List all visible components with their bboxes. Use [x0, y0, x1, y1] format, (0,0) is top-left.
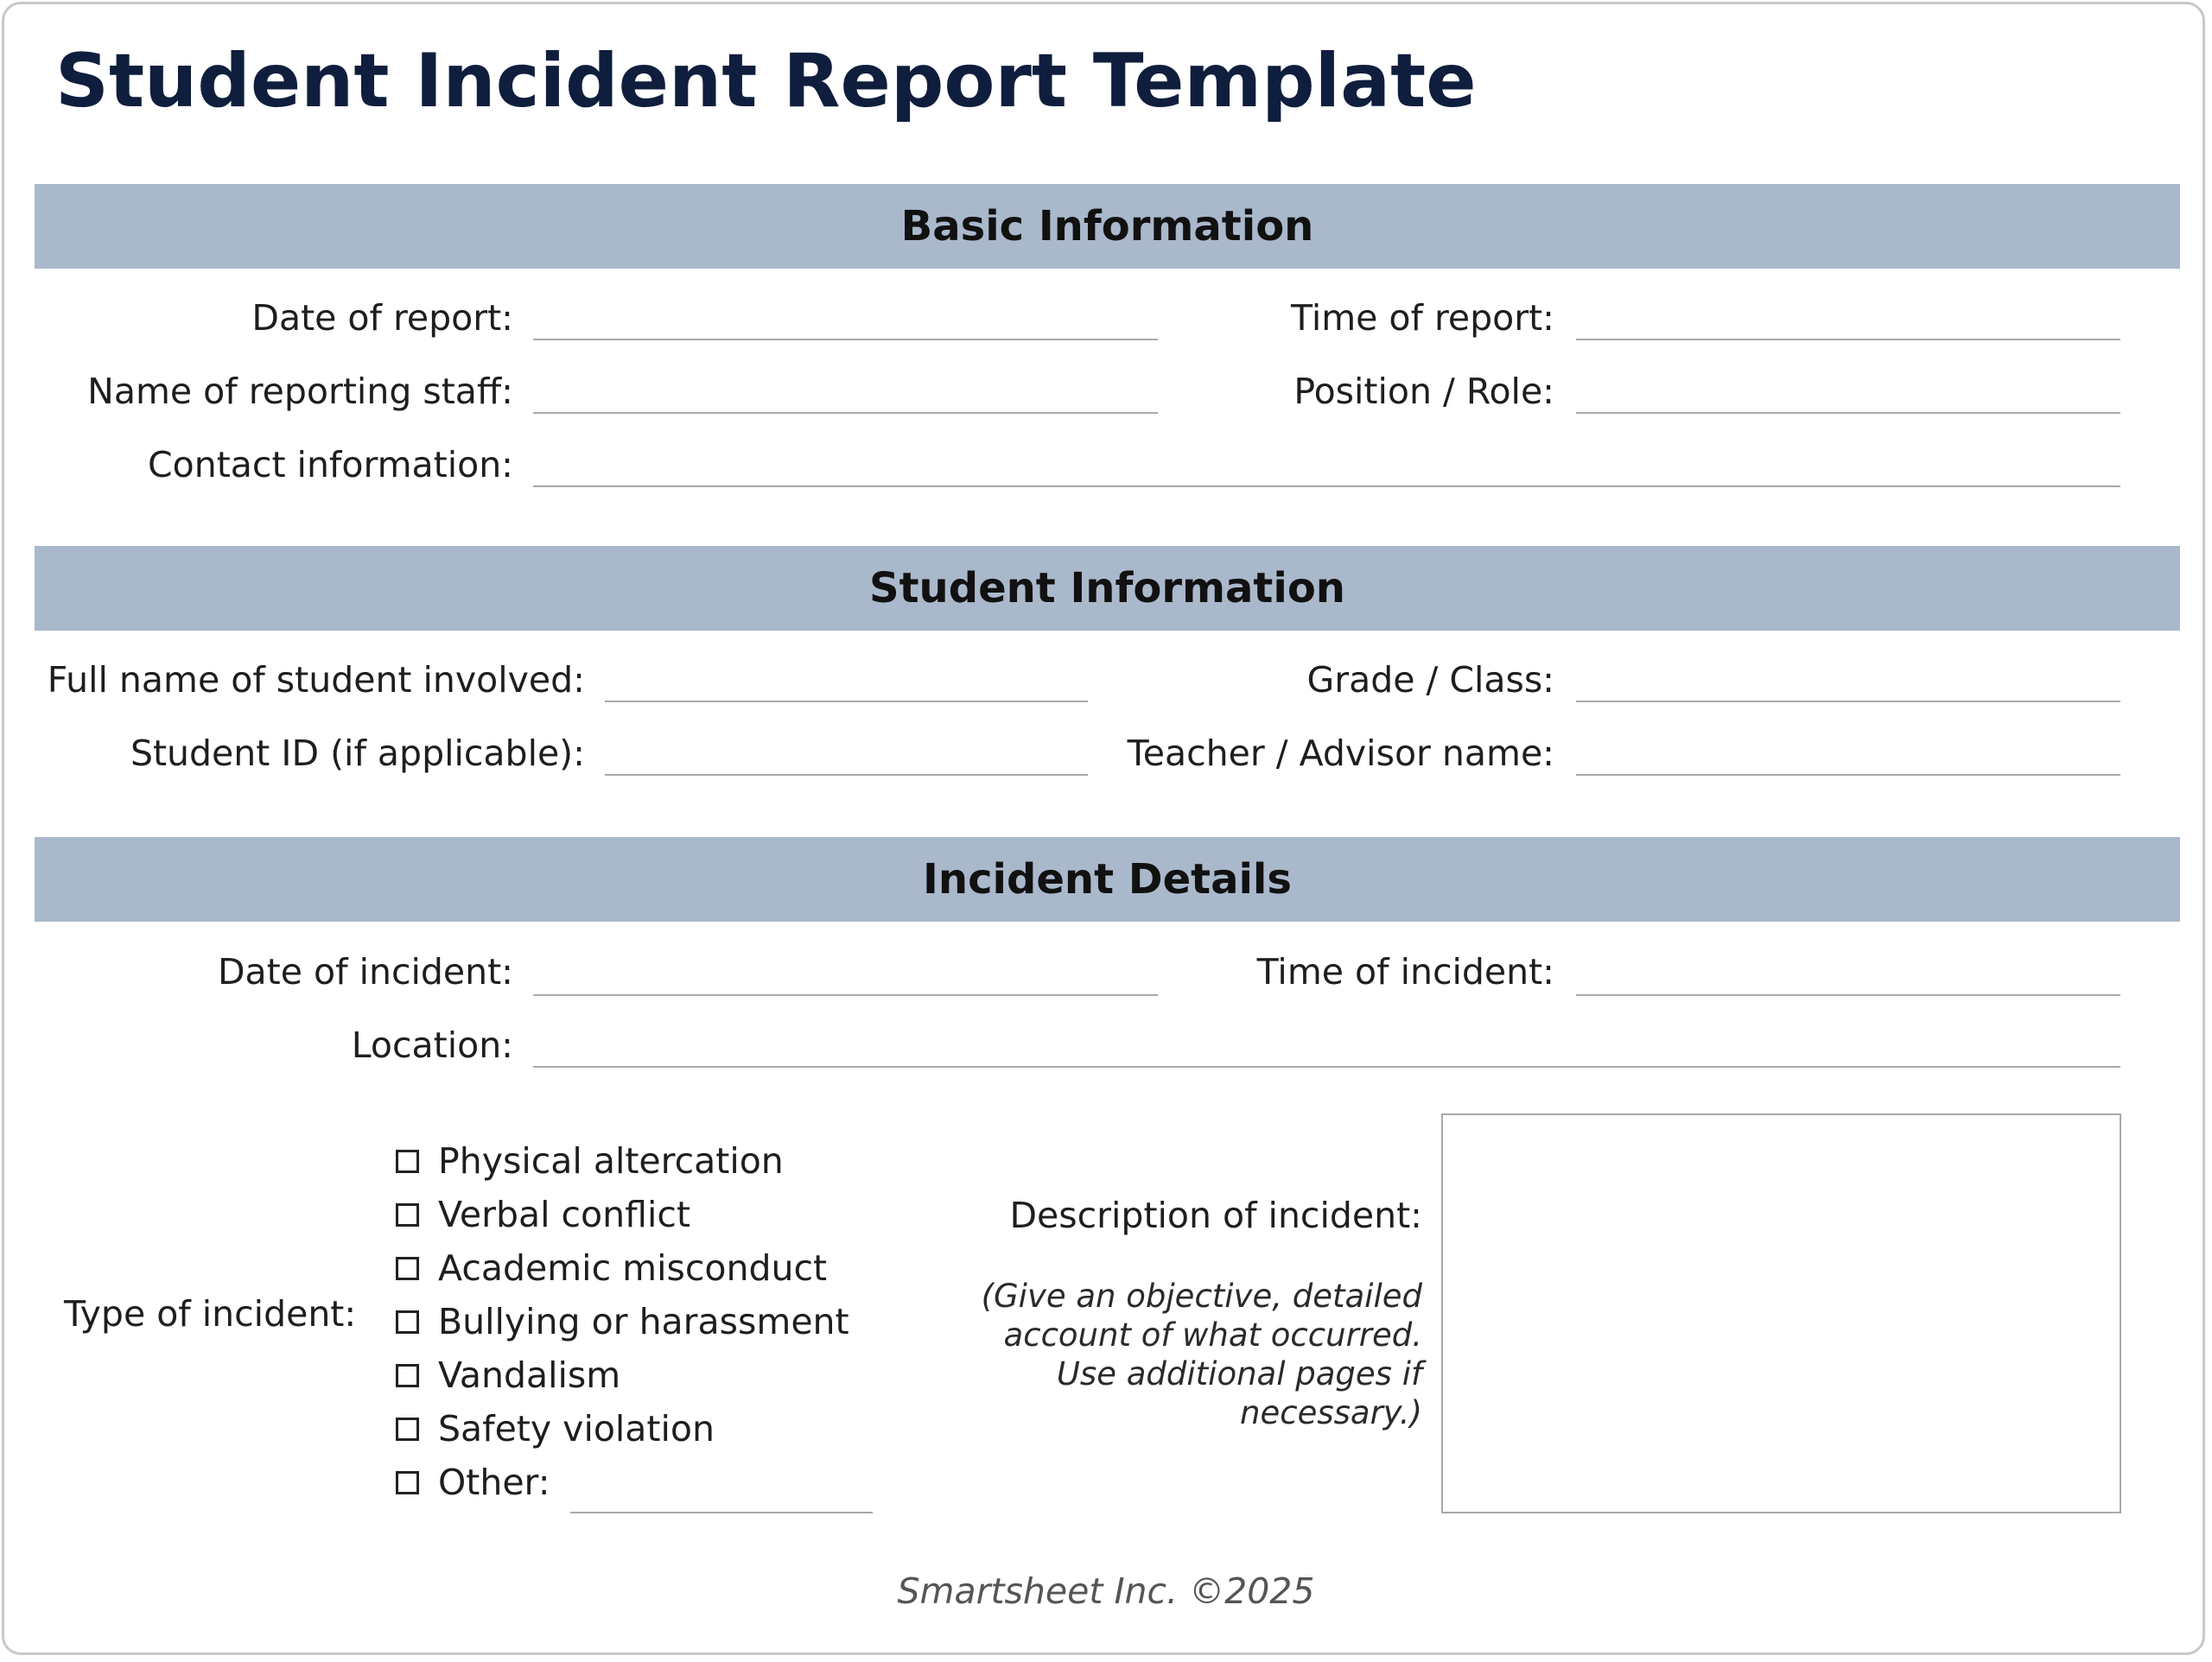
location-label: Location:	[351, 1024, 513, 1066]
time-of-report-label: Time of report:	[1291, 297, 1554, 339]
reporting-staff-field[interactable]	[533, 412, 1158, 414]
description-of-incident-label: Description of incident:	[1009, 1195, 1422, 1236]
option-label: Academic misconduct	[438, 1247, 828, 1289]
position-role-label: Position / Role:	[1294, 371, 1554, 412]
checkbox-icon[interactable]	[396, 1150, 419, 1173]
contact-information-label: Contact information:	[148, 444, 513, 485]
reporting-staff-label: Name of reporting staff:	[87, 371, 513, 412]
checkbox-icon[interactable]	[396, 1203, 419, 1227]
incident-type-physical-altercation[interactable]	[396, 1139, 784, 1183]
checkbox-icon[interactable]	[396, 1364, 419, 1387]
option-label: Bullying or harassment	[438, 1301, 849, 1342]
incident-type-safety-violation[interactable]	[396, 1406, 715, 1451]
grade-class-label: Grade / Class:	[1306, 659, 1554, 701]
contact-information-field[interactable]	[533, 485, 2120, 487]
section-header-incident-details: Incident Details	[35, 837, 2180, 922]
incident-type-verbal-conflict[interactable]	[396, 1192, 690, 1237]
grade-class-field[interactable]	[1576, 701, 2120, 702]
date-of-report-field[interactable]	[533, 339, 1158, 340]
description-of-incident-box[interactable]	[1441, 1113, 2121, 1513]
location-field[interactable]	[533, 1066, 2120, 1068]
date-of-incident-label: Date of incident:	[217, 951, 513, 993]
option-label: Other:	[438, 1462, 550, 1503]
checkbox-icon[interactable]	[396, 1310, 419, 1334]
time-of-report-field[interactable]	[1576, 339, 2120, 340]
date-of-report-label: Date of report:	[251, 297, 513, 339]
incident-type-other[interactable]	[396, 1460, 550, 1505]
description-hint: (Give an objective, detailed account of what occurred. Use additional pages if necessary.)	[981, 1278, 1422, 1431]
incident-type-bullying-harassment[interactable]	[396, 1299, 849, 1344]
option-label: Physical altercation	[438, 1140, 784, 1182]
time-of-incident-label: Time of incident:	[1256, 951, 1554, 993]
other-incident-type-field[interactable]	[570, 1512, 873, 1513]
footer-copyright: Smartsheet Inc. ©2025	[897, 1570, 1315, 1612]
student-full-name-label: Full name of student involved:	[47, 659, 585, 701]
incident-type-academic-misconduct[interactable]	[396, 1246, 827, 1291]
student-id-field[interactable]	[605, 774, 1088, 776]
page-title: Student Incident Report Template	[55, 38, 1477, 124]
teacher-advisor-field[interactable]	[1576, 774, 2120, 776]
option-label: Safety violation	[438, 1408, 715, 1449]
student-full-name-field[interactable]	[605, 701, 1088, 702]
section-header-basic-information: Basic Information	[35, 184, 2180, 269]
student-id-label: Student ID (if applicable):	[130, 733, 585, 774]
date-of-incident-field[interactable]	[533, 994, 1158, 996]
teacher-advisor-label: Teacher / Advisor name:	[1127, 733, 1554, 774]
section-header-student-information: Student Information	[35, 546, 2180, 631]
checkbox-icon[interactable]	[396, 1471, 419, 1494]
incident-type-vandalism[interactable]	[396, 1353, 620, 1398]
type-of-incident-label: Type of incident:	[64, 1293, 357, 1335]
option-label: Vandalism	[438, 1354, 621, 1396]
option-label: Verbal conflict	[438, 1194, 690, 1235]
time-of-incident-field[interactable]	[1576, 994, 2120, 996]
checkbox-icon[interactable]	[396, 1257, 419, 1280]
position-role-field[interactable]	[1576, 412, 2120, 414]
checkbox-icon[interactable]	[396, 1418, 419, 1441]
